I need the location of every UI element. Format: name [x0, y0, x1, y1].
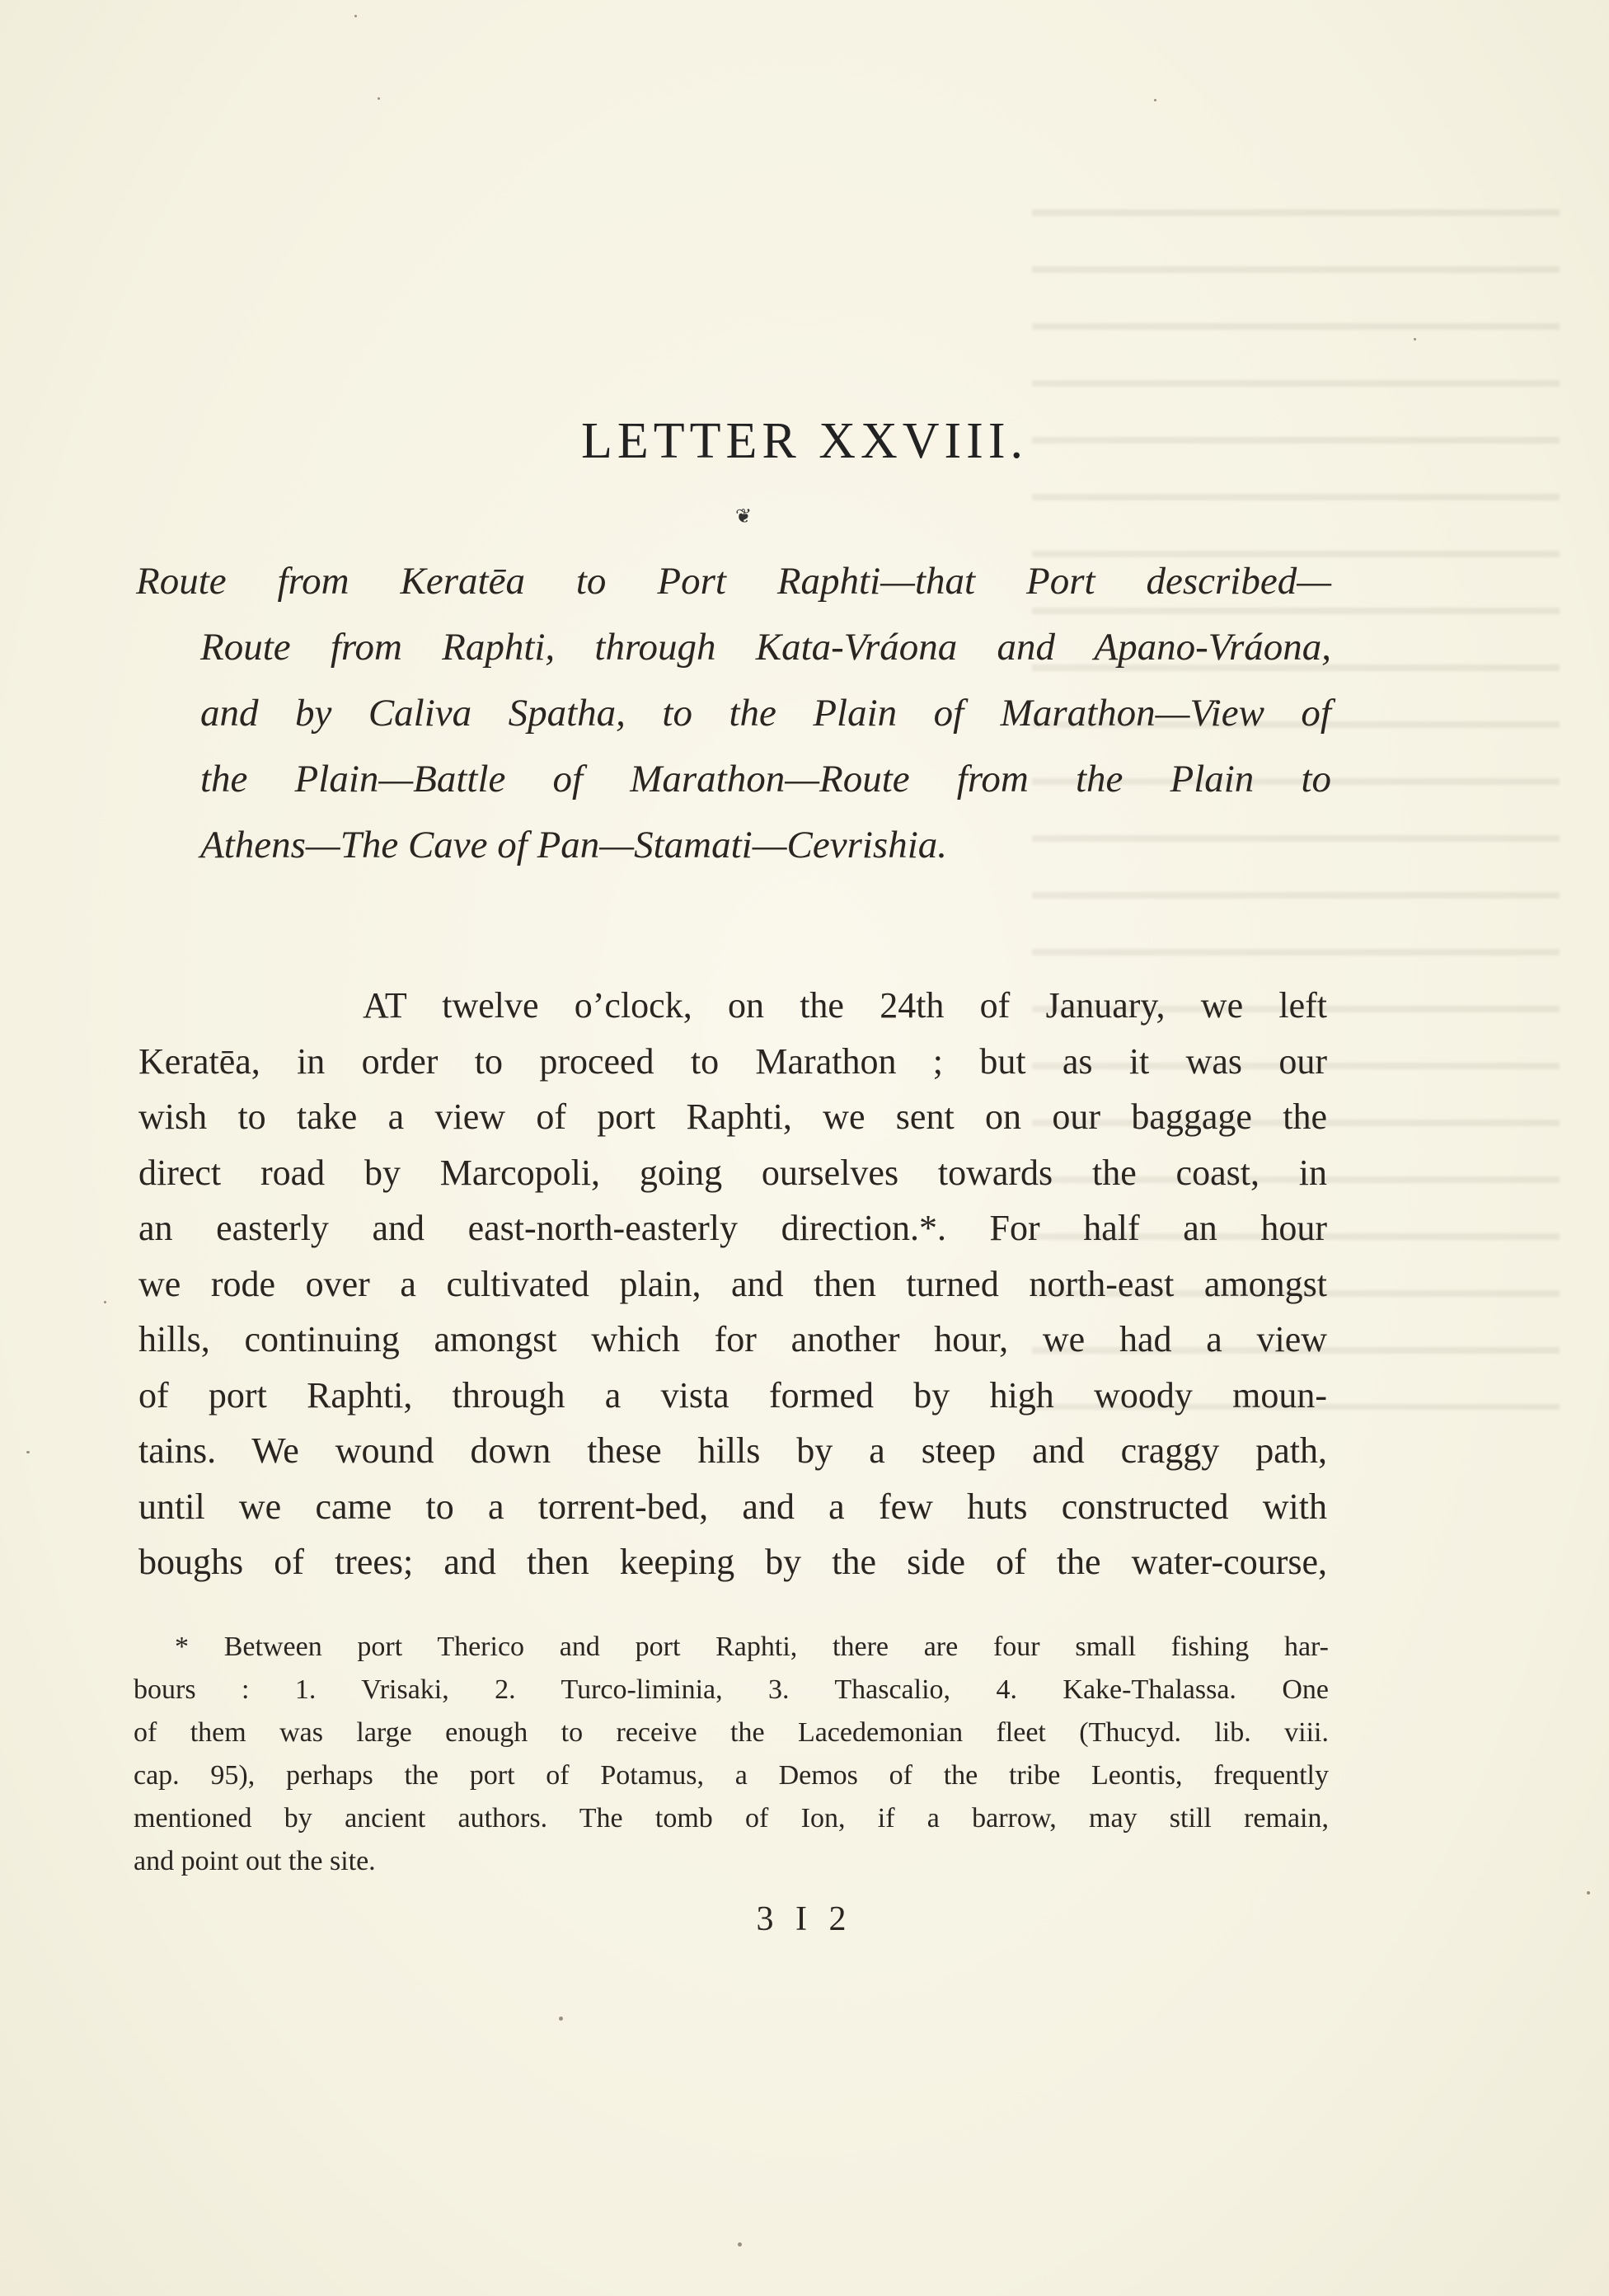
- body-line: boughs of trees; and then keeping by the side of the water-course,: [138, 1542, 1327, 1582]
- body-line: AT twelve o’clock, on the 24th of January, we left: [363, 985, 1327, 1026]
- paper-speck: [738, 2242, 742, 2247]
- body-line: tains. We wound down these hills by a steep and craggy path,: [138, 1430, 1327, 1471]
- body-line: of port Raphti, through a vista formed by high woody moun-: [138, 1374, 1327, 1416]
- footnote-line: * Between port Therico and port Raphti, there are four small fishing har-: [175, 1632, 1329, 1662]
- signature-mark: 3 I 2: [756, 1900, 853, 1938]
- summary-line: Athens—The Cave of Pan—Stamati—Cevrishia.: [200, 824, 948, 866]
- footnote-line: cap. 95), perhaps the port of Potamus, a Demos of the tribe Leontis, frequently: [134, 1760, 1329, 1791]
- summary-line: and by Caliva Spatha, to the Plain of Marathon—View of: [200, 692, 1331, 735]
- footnote-line: and point out the site.: [134, 1846, 376, 1876]
- summary-line: Route from Raphti, through Kata-Vráona and Apano-Vráona,: [200, 626, 1331, 669]
- body-line: direct road by Marcopoli, going ourselves towards the coast, in: [138, 1152, 1327, 1193]
- footnote-line: bours : 1. Vrisaki, 2. Turco-liminia, 3. Thascalio, 4. Kake-Thalassa. One: [134, 1674, 1329, 1705]
- summary-line: the Plain—Battle of Marathon—Route from the Plain to: [200, 758, 1331, 801]
- body-line: until we came to a torrent-bed, and a few huts constructed with: [138, 1486, 1327, 1527]
- paper-speck: [104, 1301, 106, 1303]
- chapter-summary: [136, 548, 1331, 878]
- footnote-line: of them was large enough to receive the Lacedemonian fleet (Thucyd. lib. viii.: [134, 1717, 1329, 1748]
- letter-title: LETTER XXVIII.: [581, 413, 1028, 469]
- paper-speck: [26, 1451, 30, 1453]
- summary-line: Route from Keratēa to Port Raphti—that Port described—: [136, 560, 1331, 603]
- body-line: we rode over a cultivated plain, and then turned north-east amongst: [138, 1263, 1327, 1304]
- paper-speck: [1414, 338, 1416, 340]
- paper-speck: [1587, 1891, 1590, 1895]
- ornament-glyph: ❦: [735, 506, 753, 528]
- footnote-line: mentioned by ancient authors. The tomb of Ion, if a barrow, may still remain,: [134, 1803, 1329, 1834]
- paper-speck: [559, 2017, 563, 2021]
- body-line: an easterly and east-north-easterly direction.*. For half an hour: [138, 1208, 1327, 1248]
- paper-speck: [1154, 99, 1156, 101]
- body-line: wish to take a view of port Raphti, we sent on our baggage the: [138, 1096, 1327, 1137]
- paper-speck: [378, 97, 380, 100]
- body-line: Keratēa, in order to proceed to Marathon ; but as it was our: [138, 1040, 1327, 1082]
- paper-speck: [354, 15, 357, 17]
- body-paragraph: [138, 978, 1327, 1590]
- footnote: [134, 1626, 1329, 1883]
- body-line: hills, continuing amongst which for another hour, we had a view: [138, 1319, 1327, 1359]
